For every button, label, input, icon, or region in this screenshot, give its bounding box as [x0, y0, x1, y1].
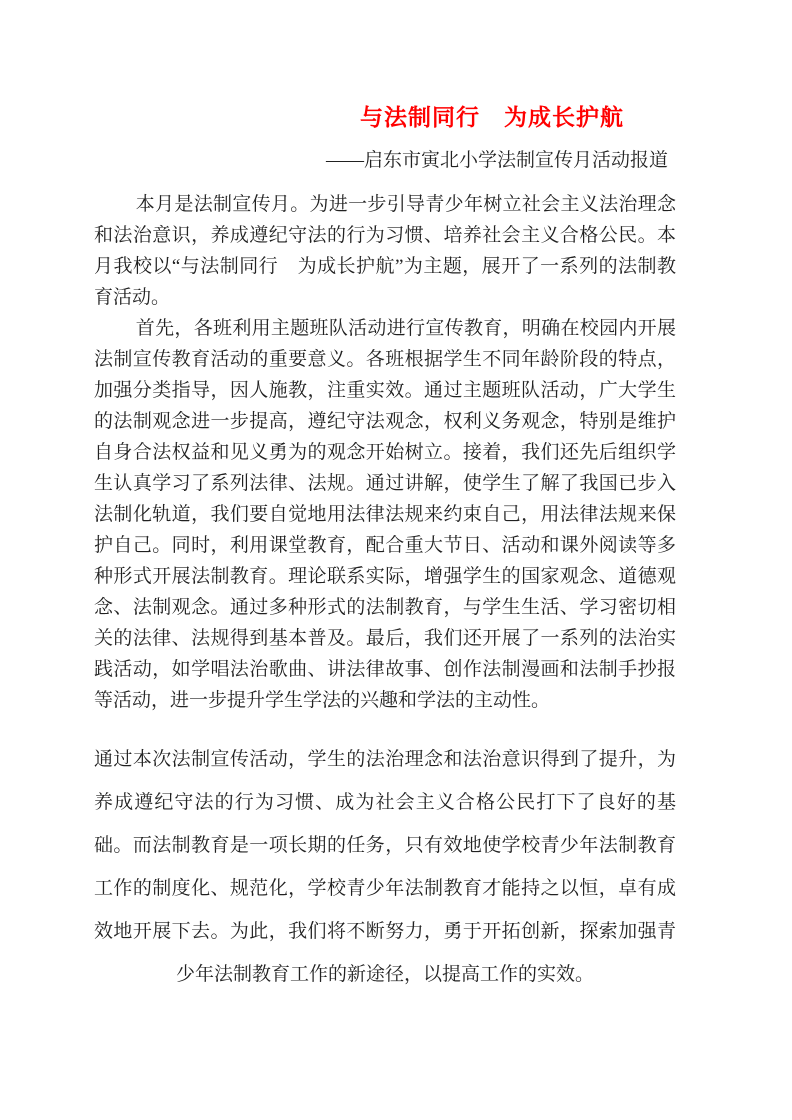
paragraph-conclusion: 通过本次法制宣传活动，学生的法治理念和法治意识得到了提升，为养成遵纪守法的行为习惯、成为社会主义合格公民打下了良好的基础。而法制教育是一项长期的任务，只有效地使学校青少年法制教育工作的制度化、规范化，学校青少年法制教育才能持之以恒，卓有成效地开展下去。为此，我们将不断努力，勇于开拓创新，探索加强青少年法制教育工作的新途径，以提高工作的实效。	[94, 749, 676, 985]
document-content	[94, 0, 676, 996]
paragraph-activities: 首先，各班利用主题班队活动进行宣传教育，明确在校园内开展法制宣传教育活动的重要意义。各班根据学生不同年龄阶段的特点，加强分类指导，因人施教，注重实效。通过主题班队活动，广大学生的法制观念进一步提高，遵纪守法观念，权利义务观念，特别是维护自身合法权益和见义勇为的观念开始树立。接着，我们还先后组织学生认真学习了系列法律、法规。通过讲解，使学生了解了我国已步入法制化轨道，我们要自觉地用法律法规来约束自己，用法律法规来保护自己。同时，利用课堂教育，配合重大节日、活动和课外阅读等多种形式开展法制教育。理论联系实际，增强学生的国家观念、道德观念、法制观念。通过多种形式的法制教育，与学生生活、学习密切相关的法律、法规得到基本普及。最后，我们还开展了一系列的法治实践活动，如学唱法治歌曲、讲法律故事、创作法制漫画和法制手抄报等活动，进一步提升学生学法的兴趣和学法的主动性。	[94, 318, 676, 711]
document-subtitle: ——启东市寅北小学法制宣传月活动报道	[325, 150, 668, 171]
paragraph-intro: 本月是法制宣传月。为进一步引导青少年树立社会主义法治理念和法治意识，养成遵纪守法的行为习惯、培养社会主义合格公民。本月我校以“与法制同行 为成长护航”为主题，展开了一系列的法制教育活动。	[94, 194, 676, 308]
document-title: 与法制同行 为成长护航	[360, 105, 624, 130]
